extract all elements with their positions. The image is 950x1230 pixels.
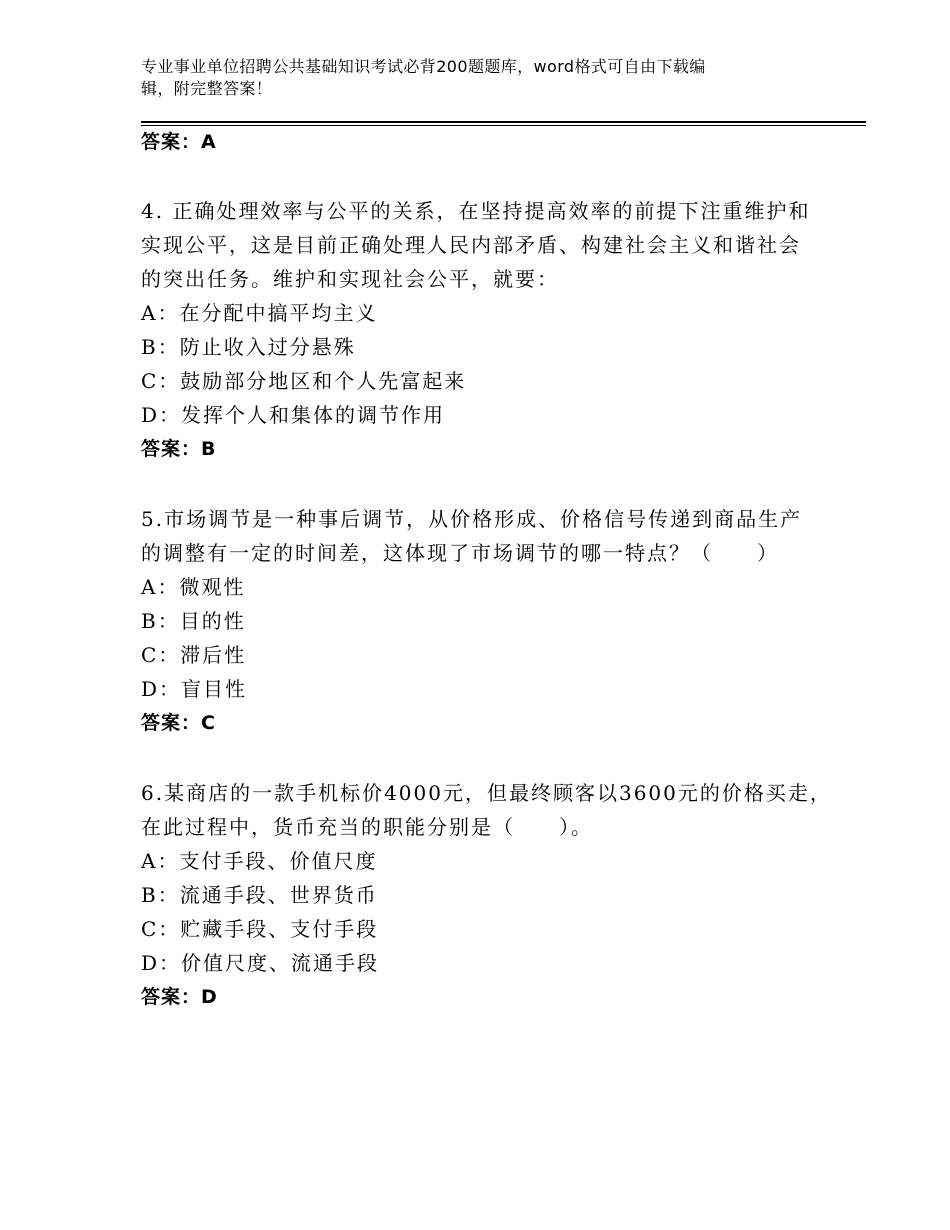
page-header — [141, 56, 821, 100]
header-title-line-1: 专业事业单位招聘公共基础知识考试必背200题题库，word格式可自由下载编 — [141, 57, 706, 76]
question-4-option-c: C：鼓励部分地区和个人先富起来 — [141, 369, 467, 393]
header-title-line-2: 辑，附完整答案！ — [141, 79, 273, 98]
question-4-option-b: B：防止收入过分悬殊 — [141, 335, 356, 359]
question-5-stem-line-2: 的调整有一定的时间差，这体现了市场调节的哪一特点？（ ） — [141, 541, 779, 565]
question-6-answer: 答案：D — [141, 986, 218, 1008]
question-6-stem-line-2: 在此过程中，货币充当的职能分别是（ ）。 — [141, 815, 593, 839]
question-6-option-b: B：流通手段、世界货币 — [141, 883, 378, 907]
question-4-stem-line-2: 实现公平，这是目前正确处理人民内部矛盾、构建社会主义和谐社会 — [141, 233, 801, 257]
question-4-option-a: A：在分配中搞平均主义 — [141, 301, 378, 325]
question-4-option-d: D：发挥个人和集体的调节作用 — [141, 403, 446, 427]
header-divider-thin — [141, 125, 866, 126]
question-5-answer: 答案：C — [141, 712, 216, 734]
question-6-option-a: A：支付手段、价值尺度 — [141, 849, 378, 873]
question-5-stem-line-1: 5.市场调节是一种事后调节，从价格形成、价格信号传递到商品生产 — [141, 507, 803, 531]
question-6-option-c: C：贮藏手段、支付手段 — [141, 917, 379, 941]
question-4-stem-line-1: 4. 正确处理效率与公平的关系，在坚持提高效率的前提下注重维护和 — [141, 199, 811, 223]
question-3-answer: 答案：A — [141, 131, 217, 153]
question-5-option-d: D：盲目性 — [141, 677, 248, 701]
question-6-option-d: D：价值尺度、流通手段 — [141, 951, 380, 975]
header-divider-thick — [141, 121, 866, 123]
question-5-option-a: A：微观性 — [141, 575, 246, 599]
question-4-stem-line-3: 的突出任务。维护和实现社会公平，就要： — [141, 267, 559, 291]
question-4-answer: 答案：B — [141, 438, 217, 460]
question-5-option-b: B：目的性 — [141, 609, 246, 633]
question-6-stem-line-1: 6.某商店的一款手机标价4000元，但最终顾客以3600元的价格买走， — [141, 781, 832, 805]
question-5-option-c: C：滞后性 — [141, 643, 247, 667]
